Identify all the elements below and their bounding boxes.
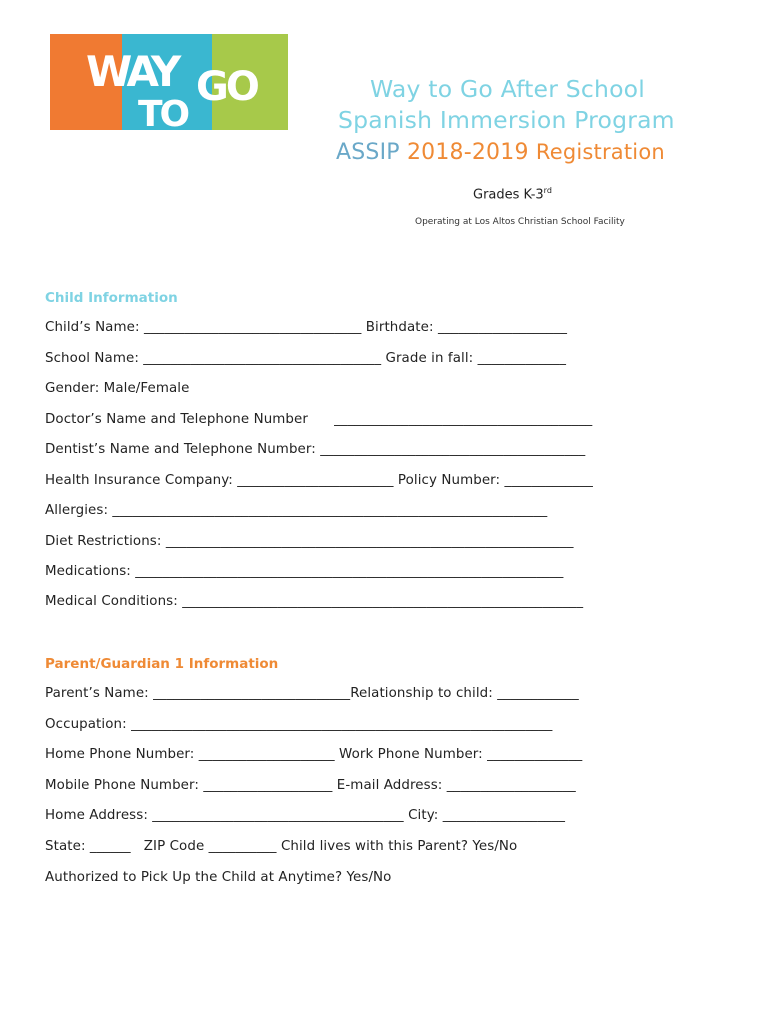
- occupation-row[interactable]: [45, 717, 552, 732]
- title-year: 2018-2019: [406, 140, 529, 165]
- allergies-row[interactable]: [45, 503, 547, 518]
- logo-text-go: GO: [196, 64, 257, 110]
- title-line-1: Way to Go After School: [370, 75, 645, 103]
- child-information-heading: Child Information: [45, 290, 178, 306]
- parent-information-heading: Parent/Guardian 1 Information: [45, 656, 279, 672]
- insurance-text: Health Insurance Company: _______________________ Policy Number: _____________: [45, 473, 593, 488]
- school-name-text: School Name: ___________________________________ Grade in fall: _____________: [45, 351, 566, 366]
- address-row[interactable]: [45, 808, 565, 823]
- operating-note: Operating at Los Altos Christian School Facility: [415, 217, 625, 227]
- gender-row[interactable]: [45, 381, 189, 396]
- phone-text: Home Phone Number: ____________________ Work Phone Number: ______________: [45, 747, 583, 762]
- grades-superscript: rd: [543, 186, 552, 195]
- dentist-text: Dentist’s Name and Telephone Number: _______________________________________: [45, 442, 586, 457]
- logo-text-to: TO: [138, 94, 188, 130]
- child-name-text: Child’s Name: ________________________________ Birthdate: ___________________: [45, 320, 568, 335]
- school-name-row[interactable]: [45, 351, 566, 366]
- state-zip-row[interactable]: [45, 839, 517, 854]
- grades-line: [473, 186, 552, 202]
- medications-row[interactable]: [45, 564, 563, 579]
- way-to-go-logo: [50, 34, 288, 130]
- diet-row[interactable]: [45, 534, 574, 549]
- title-line-2: Spanish Immersion Program: [338, 106, 675, 134]
- title-block: [330, 74, 700, 169]
- child-name-row[interactable]: [45, 320, 567, 335]
- parent-name-text: Parent’s Name: _____________________________Relationship to child: ____________: [45, 686, 579, 701]
- state-zip-text: State: ______ ZIP Code __________ Child lives with this Parent? Yes/No: [45, 839, 518, 854]
- logo-text-way: WAY: [86, 47, 178, 96]
- gender-text: Gender: Male/Female: [45, 381, 190, 396]
- doctor-row[interactable]: [45, 412, 592, 427]
- pickup-row[interactable]: [45, 870, 391, 885]
- pickup-text: Authorized to Pick Up the Child at Anytime? Yes/No: [45, 870, 392, 885]
- medical-conditions-row[interactable]: [45, 594, 583, 609]
- medical-conditions-text: Medical Conditions: ___________________________________________________________: [45, 594, 584, 609]
- title-registration: Registration: [535, 140, 665, 164]
- title-line-3: [336, 136, 700, 169]
- mobile-email-text: Mobile Phone Number: ___________________ E-mail Address: ___________________: [45, 778, 576, 793]
- mobile-email-row[interactable]: [45, 778, 576, 793]
- title-assip: ASSIP: [336, 140, 400, 165]
- allergies-text: Allergies: ________________________________________________________________: [45, 503, 548, 518]
- address-text: Home Address: _____________________________________ City: __________________: [45, 808, 566, 823]
- grades-text: Grades K-3: [473, 187, 544, 203]
- insurance-row[interactable]: [45, 473, 593, 488]
- phone-row[interactable]: [45, 747, 582, 762]
- dentist-row[interactable]: [45, 442, 585, 457]
- occupation-text: Occupation: ______________________________________________________________: [45, 717, 553, 732]
- diet-text: Diet Restrictions: ____________________________________________________________: [45, 534, 574, 549]
- parent-name-row[interactable]: [45, 686, 579, 701]
- medications-text: Medications: _______________________________________________________________: [45, 564, 564, 579]
- doctor-text: Doctor’s Name and Telephone Number ______________________________________: [45, 412, 593, 427]
